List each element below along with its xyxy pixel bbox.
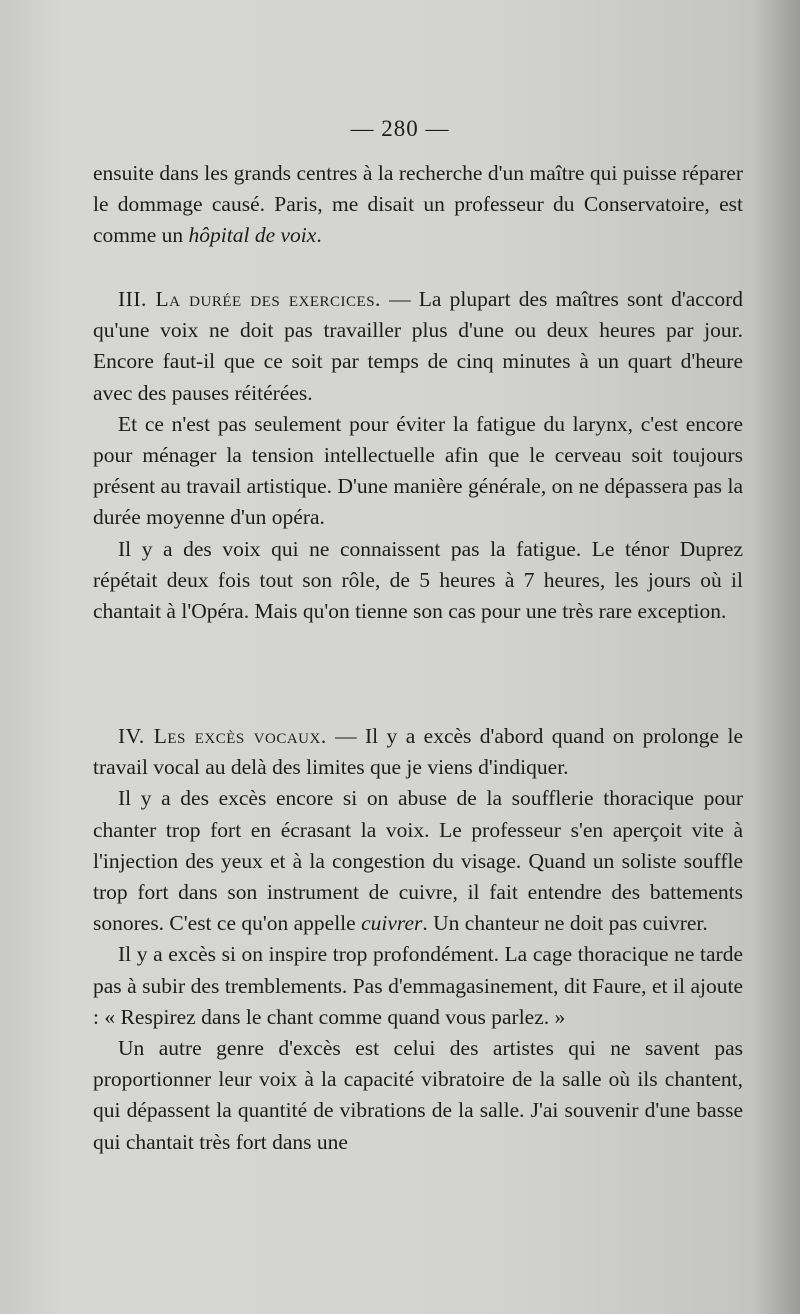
- paragraph-text: Il y a des excès encore si on abuse de la soufflerie thoracique pour chanter trop fort en écrasant la voix. Le professeur s'en aperçoit vite à l'injection des yeux et à la congestion du visage. Quand un soliste souffle trop fort dans son instrument de cuivre, il fait entendre des battements sonores. C'est ce qu'on appelle: [93, 786, 743, 936]
- section-4: [93, 721, 743, 1158]
- paragraph-text: . Un chanteur ne doit pas cuivrer.: [422, 911, 708, 936]
- paragraph: Il y a des voix qui ne connaissent pas la fatigue. Le ténor Duprez répétait deux fois tout son rôle, de 5 heures à 7 heures, les jours où il chantait à l'Opéra. Mais qu'on tienne son cas pour une très rare exception.: [93, 536, 743, 624]
- paragraph-text: .: [316, 223, 322, 248]
- section-3: [93, 284, 743, 627]
- paragraph: Il y a excès si on inspire trop profondément. La cage thoracique ne tarde pas à subir des tremblements. Pas d'emmagasinement, dit Faure, et il ajoute : « Respirez dans le chant comme quand vous parlez. »: [93, 942, 743, 1029]
- section-3-lead-paragraph: [93, 284, 743, 409]
- paragraph: Et ce n'est pas seulement pour éviter la fatigue du larynx, c'est encore pour ménager la tension intellectuelle afin que le cerveau soit toujours présent au travail artistique. D'une manière générale, on ne dépassera pas la durée moyenne d'un opéra.: [93, 411, 743, 530]
- emphasis-text: cuivrer: [361, 911, 423, 936]
- section-4-heading: IV. Les excès vocaux.: [118, 724, 327, 748]
- paragraph-text: — La plupart des maîtres sont d'accord qu'une voix ne doit pas travailler plus d'une ou deux heures par jour. Encore faut-il que ce soit par temps de cinq minutes à un quart d'heure avec des pauses réitérées.: [93, 287, 743, 405]
- paragraph-text: ensuite dans les grands centres à la recherche d'un maître qui puisse réparer le dommage causé. Paris, me disait un professeur du Conservatoire, est comme un: [93, 161, 743, 248]
- paragraph: Un autre genre d'excès est celui des artistes qui ne savent pas proportionner leur voix à la capacité vibratoire de la salle où ils chantent, qui dépassent la quantité de vibrations de la salle. J'ai souvenir d'une basse qui chantait très fort dans une: [93, 1036, 743, 1154]
- paragraph: [93, 783, 743, 939]
- page-number: — 280 —: [350, 116, 450, 141]
- section-4-lead-paragraph: [93, 721, 743, 783]
- paragraph-text: — Il y a excès d'abord quand on prolonge le travail vocal au delà des limites que je viens d'indiquer.: [93, 724, 743, 780]
- emphasis-text: hôpital de voix: [188, 223, 317, 248]
- opening-paragraph-block: [93, 158, 743, 252]
- section-3-heading: III. La durée des exercices.: [118, 287, 381, 311]
- paragraph: [93, 158, 743, 252]
